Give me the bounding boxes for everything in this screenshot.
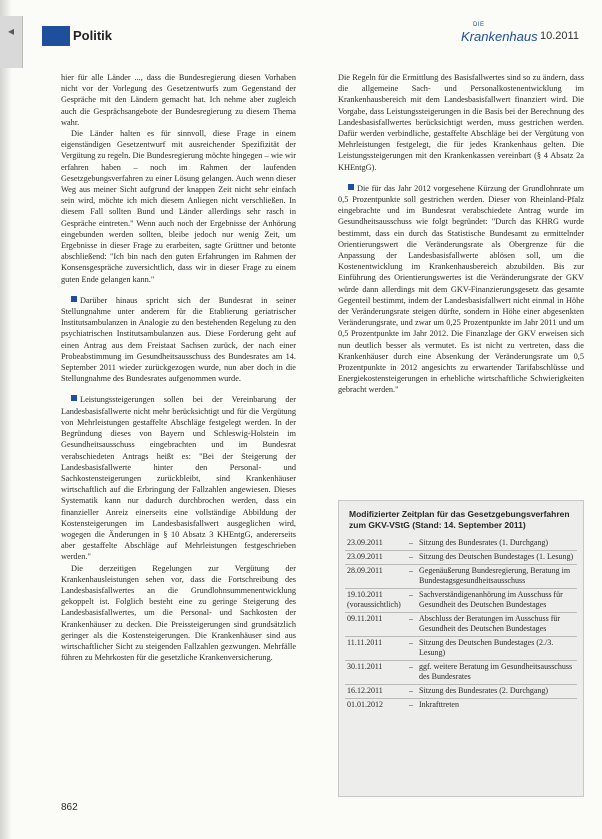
timeline-event: Sitzung des Deutschen Bundestages (1. Lesung) — [417, 551, 577, 565]
timeline-dash: – — [405, 565, 417, 589]
paragraph: Die Länder halten es für sinnvoll, diese Frage in einem eigenständigen Gesetzentwurf mit ausreichender Spezifizität der Vergütung zu regeln. Die Bundesregierung möchte hingegen – wie wir erfahren haben – noch im Rahmen der laufenden Gesetzgebungsverfahren zu einer Lösung gelangen. Auch wenn dieser Weg aus meiner Sicht aufgrund der knappen Zeit nicht sehr einfach sein wird, möchte ich mich diesem Anliegen nicht verschließen. In diesem Fall sollten Bund und Länder allerdings sehr rasch in Gespräche eintreten." Wenn auch noch der Ergebnisse der Anhörung eingebunden werden sollten, bleibe jedoch nur wenig Zeit, um Ergebnisse in dieser Frage zu erarbeiten, sagte Grüttner und betonte abschließend: "Ich bin nach den guten Erfahrungen im Rahmen der Konsensgespräche zuversichtlich, dass wir in dieser Frage zu einem guten Ende gelangen kann." — [61, 129, 296, 284]
timeline-row — [345, 565, 577, 589]
timeline-date: 23.09.2011 — [345, 551, 405, 565]
timeline-event: Sitzung des Bundesrates (2. Durchgang) — [417, 685, 577, 699]
section-color-block — [42, 26, 70, 46]
timeline-date: 09.11.2011 — [345, 613, 405, 637]
timeline-dash: – — [405, 613, 417, 637]
timeline-event: Sitzung des Deutschen Bundestages (2./3. Lesung) — [417, 637, 577, 661]
corner-arrow-icon: ◂ — [8, 24, 15, 38]
timeline-row — [345, 699, 577, 713]
issue-number: 10.2011 — [540, 30, 579, 42]
timeline-row — [345, 551, 577, 565]
logo-wordmark: Krankenhaus — [461, 29, 538, 44]
right-text-column — [338, 72, 584, 396]
paragraph-text: Darüber hinaus spricht sich der Bundesrat in seiner Stellungnahme unter anderem für die Etablierung geriatrischer Institutsambulanzen in Analogie zu den bestehenden Regelung zu den psychiatrischen Institutsambulanzen aus. Diese Forderung geht auf einen Antrag aus dem Freistaat Sachsen zurück, der nach einer Probeabstimmung im Gesundheitsausschuss des Bundesrates am 14. September 2011 wieder zurückgezogen wurde, nun aber doch in die Stellungnahme des Bundesrates aufgenommen wurde. — [61, 295, 296, 384]
bullet-square-icon — [71, 296, 77, 302]
timeline-date: 19.10.2011 (voraussichtlich) — [345, 589, 405, 613]
paragraph: Die derzeitigen Regelungen zur Vergütung der Krankenhausleistungen sehen vor, dass die Fortschreibung des Landesbasisfallwertes an die Grundlohnsummenentwicklung gekoppelt ist. Folglich besteht eine zu geringe Steigerung des Landesbasisfallwertes, um die Personal- und Sachkosten der Krankenhäuser zu decken. Die Preissteigerungen sind grundsätzlich geringer als die Kostensteigerungen. Die Krankenhäuser sind aus wirtschaftlicher Sicht zu steigenden Fallzahlen gezwungen. Mehrfälle führen zu Mehrkosten für die gesetzliche Krankenversicherung. — [61, 563, 296, 663]
bullet-square-icon — [71, 395, 77, 401]
timeline-dash: – — [405, 551, 417, 565]
timeline-event: Inkrafttreten — [417, 699, 577, 713]
paragraph: Die Regeln für die Ermittlung des Basisfallwertes sind so zu ändern, dass die allgemeine Sach- und Personalkostenentwicklung im Krankenhausbereich mit dem Landesbasisfallwert finanziert wird. Die Vorgabe, dass Leistungssteigerungen in die Basis bei der Berechnung des Landesbasisfallwertes berücksichtigt werden, muss gestrichen werden. Dafür werden verbindliche, gestaffelte Abschläge bei der Vergütung von Mehrleistungen festgelegt, die für jedes Krankenhaus gelten. Die Leistungssteigerungen mit den Krankenkassen vereinbart (§ 4 Absatz 2a KHEntgG). — [338, 73, 584, 172]
page-gutter-shadow — [0, 0, 15, 839]
timeline-table — [345, 537, 577, 712]
timeline-dash: – — [405, 661, 417, 685]
timeline-date: 23.09.2011 — [347, 538, 383, 547]
timeline-row — [345, 589, 577, 613]
bullet-paragraph — [61, 394, 296, 562]
timeline-row — [345, 661, 577, 685]
timeline-row — [345, 685, 577, 699]
timeline-dash: – — [405, 589, 417, 613]
timeline-date: 30.11.2011 — [345, 661, 405, 685]
timeline-dash: – — [405, 699, 417, 713]
timeline-dash: – — [405, 685, 417, 699]
timeline-date: 11.11.2011 — [345, 637, 405, 661]
section-title: Politik — [73, 28, 113, 43]
left-text-column — [61, 72, 296, 663]
timeline-event: ggf. weitere Beratung im Gesundheitsausschuss des Bundesrates — [417, 661, 577, 685]
timeline-event: Gegenäußerung Bundesregierung, Beratung im Bundestagsgesundheitsausschuss — [417, 565, 577, 589]
timeline-dash: – — [409, 538, 413, 547]
timeline-date: 28.09.2011 — [345, 565, 405, 589]
paragraph-text: Die für das Jahr 2012 vorgesehene Kürzung der Grundlohnrate um 0,5 Prozentpunkte soll gestrichen werden. Dieser von Rheinland-Pfalz eingebrachte und im Bundesrat verabschiedete Antrag wurde im Gesundheitsausschuss wie folgt begründet: "Durch das KHRG wurde bestimmt, dass ein durch das Statistische Bundesamt zu ermittelnder Orientierungswert die Veränderungsrate als Obergrenze für die Anpassung der Landesbasisfallwerte ablösen soll, um die Kostenentwicklung im Krankenhausbereich abzubilden. Bis zur Einführung des Orientierungswertes ist die Veränderungsrate der GKV würde dann allerdings mit dem GKV-Finanzierungsgesetz das gesamte Gegenteil bestimmt, indem der Landesbasisfallwert nicht einmal in Höhe der Veränderungsrate steigen dürfte, sondern in Höhe einer abgesenkten Veränderungsrate, und zwar um 0,25 Prozentpunkte im Jahr 2011 und um 0,5 Prozentpunkte im Jahr 2012. Die Finanzlage der GKV erweisen sich nun deutlich besser als vermutet. Es ist nicht zu vertreten, dass die Krankenhäuser durch eine Absenkung der Veränderungsrate um 0,5 Prozentpunkte in 2012 angesichts zu erwartender Tarifabschlüsse und Energiekostensteigerungen in erhebliche wirtschaftliche Schwierigkeiten gebracht werden." — [338, 183, 584, 395]
timeline-event: Sachverständigenanhörung im Ausschuss für Gesundheit des Deutschen Bundestages — [417, 589, 577, 613]
timeline-date: 01.01.2012 — [345, 699, 405, 713]
timeline-date: 16.12.2011 — [345, 685, 405, 699]
magazine-logo — [461, 22, 538, 46]
timeline-dash: – — [405, 637, 417, 661]
bullet-paragraph — [61, 295, 296, 385]
timeline-row — [345, 537, 577, 551]
paragraph: hier für alle Länder ..., dass die Bundesregierung diesen Vorhaben nicht vor der Vorlegung des Gesetzentwurfs zum Gegenstand der Gespräche mit den Ländern gemacht hat. Ich nehme aber zugleich auch die Gesprächsangebote der Bundesregierung zu diesem Thema wahr. — [61, 73, 296, 127]
timeline-event: Abschluss der Beratungen im Ausschuss für Gesundheit des Deutschen Bundestages — [417, 613, 577, 637]
bullet-square-icon — [348, 184, 354, 190]
timeline-box — [338, 500, 584, 797]
logo-prefix: DIE — [473, 22, 485, 28]
paragraph-text: Leistungssteigerungen sollen bei der Vereinbarung der Landesbasisfallwerte nicht mehr berücksichtigt und für die Vergütung von Mehrleistungen gestaffelte Abschläge festgelegt werden. In der Begründung dieses von Bayern und Schleswig-Holstein im Gesundheitsausschuss eingebrachten und im Bundesrat verabschiedeten Antrags heißt es: "Bei der Steigerung der Landesbasisfallwerte hinter den Personal- und Sachkostensteigerungen zurückbleibt, sind Krankenhäuser wirtschaftlich auf die Erbringung der Fallzahlen angewiesen. Dieses Systematik kann nur dadurch durchbrochen werden, dass ein finanzieller Anreiz einerseits eine vollständige Abbildung der Kostensteigerungen im Landesbasisfallwert ausgeglichen wird, wogegen die Änderungen in § 10 Absatz 3 KHEntgG, andererseits aber gestaffelte Abschläge auf Mehrleistungen festgeschrieben werden." — [61, 395, 296, 562]
timeline-event: Sitzung des Bundesrates (1. Durchgang) — [419, 538, 549, 547]
timeline-row — [345, 637, 577, 661]
timeline-heading: Modifizierter Zeitplan für das Gesetzgebungsverfahren zum GKV-VStG (Stand: 14. September 2011) — [349, 509, 570, 530]
bullet-paragraph — [338, 183, 584, 396]
timeline-row — [345, 613, 577, 637]
page-number: 862 — [61, 802, 78, 813]
